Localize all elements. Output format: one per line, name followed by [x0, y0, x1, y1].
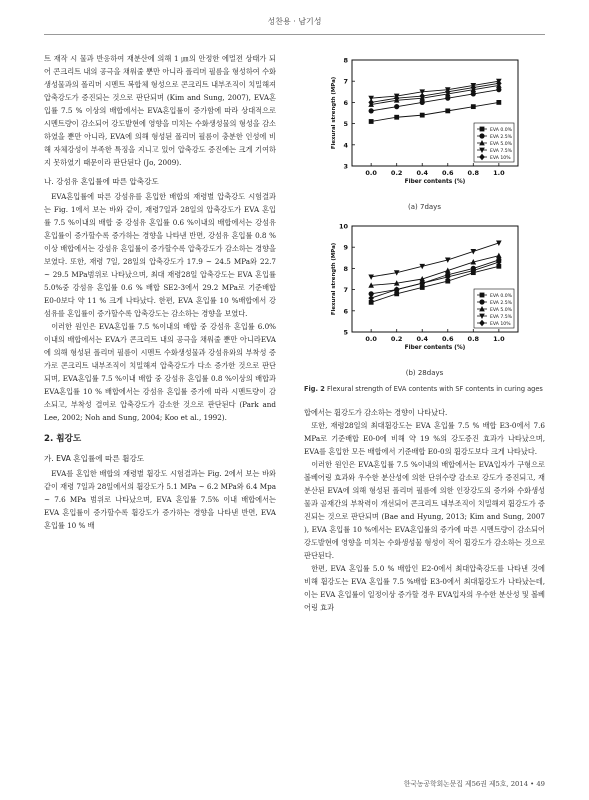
body-paragraph: 또한, 재령28일의 최대휨강도는 EVA 혼입률 7.5 % 배합 E3-0에서 7.6 MPa로 기준배합 E0-0에 비해 약 19 %의 강도증진 효과가 나타났으며, EVA를 혼입한 모든 배합에서 기준배합 E0-0의 휨강도보다 크게 나타났다. [304, 421, 545, 456]
x-tick-label: 1.0 [493, 335, 505, 343]
data-point [368, 274, 374, 279]
subfigure-caption-a: (a) 7days [408, 203, 441, 211]
data-point [496, 87, 501, 92]
legend-label: EVA 10% [490, 156, 511, 161]
data-point [369, 119, 374, 124]
y-tick-label: 8 [343, 264, 348, 273]
legend-label: EVA 5.0% [490, 142, 513, 147]
body-paragraph: 한편, EVA 혼입률 5.0 % 배합인 E2-0에서 최대압축강도를 나타낸 것에 비해 휨강도는 EVA 혼입률 7.5 %배합 E3-0에서 최대휨강도가 나타났는데, 이는 EVA 혼입률이 일정이상 증가할 경우 EVA입자의 우수한 분산성 및 볼베어링 효과 [304, 564, 545, 612]
left-column [44, 52, 276, 532]
legend-label: EVA 5.0% [490, 308, 513, 313]
legend-label: EVA 2.5% [490, 135, 513, 140]
series [369, 100, 501, 124]
legend-marker [480, 127, 485, 132]
body-paragraph: 합에서는 휨강도가 감소하는 경향이 나타났다. [304, 408, 448, 417]
x-tick-label: 0.6 [442, 169, 454, 177]
x-tick-label: 0.4 [416, 169, 428, 177]
y-tick-label: 7 [343, 77, 348, 86]
y-tick-label: 5 [343, 120, 348, 129]
legend-label: EVA 2.5% [490, 301, 513, 306]
data-point [369, 108, 374, 113]
legend-marker [480, 293, 485, 298]
series-line [371, 90, 499, 111]
y-tick-label: 4 [343, 141, 348, 150]
y-tick-label: 9 [343, 243, 348, 252]
subsection-heading: 나. 강섬유 혼입률에 따른 압축강도 [44, 177, 159, 186]
figure-caption [304, 384, 545, 394]
y-tick-label: 3 [343, 162, 348, 171]
y-tick-label: 10 [338, 222, 348, 231]
x-tick-label: 0.0 [365, 335, 377, 343]
legend-label: EVA 7.5% [490, 149, 513, 154]
y-axis-label: Flexural strength (MPa) [331, 242, 337, 316]
x-tick-label: 0.0 [365, 169, 377, 177]
data-point [471, 91, 476, 96]
data-point [420, 100, 425, 105]
data-point [394, 115, 399, 120]
page-footer: 한국농공학회논문집 제56권 제5호, 2014 • 49 [403, 780, 545, 788]
data-point [496, 253, 502, 258]
legend-marker [479, 299, 484, 304]
y-tick-label: 6 [343, 98, 348, 107]
flexural-chart-7days [304, 52, 545, 200]
series-line [371, 85, 499, 104]
figure-caption-text: Flexural strength of EVA contents with SF contents in curing ages [326, 385, 543, 393]
body-paragraph: EVA혼입률에 따른 강섬유를 혼입한 배합의 재령별 압축강도 시험결과는 Fig. 1에서 보는 바와 같이, 재령7일과 28일의 압축강도가 EVA 혼입률 7.5 %이내의 배합 중 강섬유 혼입률 0.6 %이내의 배합에서는 강섬유 혼입률이 증가할수록 증가하는 경향을 나타낸 반면, 강섬유 혼입률 0.8 %이상 배합에서는 강섬유 혼입률이 증가할수록 압축강도가 감소하는 경향을 보였다. 또한, 재령 7일, 28일의 압축강도가 17.9 ~ 24.5 MPa와 22.7 ~ 29.5 MPa범위로 나타났으며, 최대 재령28일 압축강도는 EVA 혼입률 5.0%중 강섬유 혼입률 0.6 % 배합 SE2-3에서 29.2 MPa로 기준배합 E0-0보다 약 11 % 크게 나타났다. 한편, EVA 혼입률 10 %배합에서 강섬유를 혼입률이 증가할수록 압축강도는 감소하는 경향을 보였다. [44, 192, 276, 318]
legend-label: EVA 7.5% [490, 315, 513, 320]
x-axis-label: Fiber contents (%) [404, 345, 466, 351]
flexural-chart-28days [304, 218, 545, 366]
x-tick-label: 0.2 [390, 169, 403, 177]
data-point [496, 100, 501, 105]
subfigure-caption-b: (b) 28days [405, 369, 444, 377]
y-tick-label: 5 [343, 328, 348, 337]
body-paragraph: EVA를 혼입한 배합의 재령별 휨강도 시험결과는 Fig. 2에서 보는 바와 같이 재령 7일과 28일에서의 휨강도가 5.1 MPa ~ 6.2 MPa와 6.4 Mpa ~ 7.6 MPa 범위로 나타났으며, EVA 혼입률 7.5% 이내 배합에서는 EVA 혼입률이 증가할수록 휨강도가 증가하는 경향을 나타낸 반면, EVA 혼입률 10 % 배 [44, 469, 276, 530]
y-axis-label: Flexural strength (MPa) [331, 76, 337, 150]
data-point [445, 108, 450, 113]
legend-label: EVA 0.0% [490, 128, 513, 133]
legend-marker [479, 133, 484, 138]
right-column [304, 52, 545, 614]
section-heading: 2. 휨강도 [44, 434, 82, 444]
x-tick-label: 0.6 [442, 335, 454, 343]
series-line [371, 102, 499, 121]
body-paragraph: 트 재작 시 물과 반응하여 재분산에 의해 1 ㎛의 안정한 에멀젼 상태가 되어 콘크리트 내의 공극을 채워줄 뿐만 아니라 폴리머 필름을 형성하여 수화생성물과의 폴리머 시멘트 복합체 형성으로 콘크리트 내부조직이 치밀해져 압축강도가 증진되는 것으로 판단되며 (Kim and Sung, 2007), EVA혼입률 7.5 % 이상의 배합에서는 EVA혼입률이 증가함에 따라 상대적으로 시멘트량이 감소되어 강도발현에 영향을 미치는 수화생성물의 형성을 감소하였을 뿐만 아니라, EVA에 의해 형성된 폴리머 필름이 충분한 인성에 비해 자체강성이 부족한 특징을 지니고 있어 압축강도 증진에는 크게 기여하지 못하였기 때문이라 판단된다 (Jo, 2009). [44, 54, 276, 167]
data-point [445, 96, 450, 101]
series-line [371, 256, 499, 286]
series-line [371, 243, 499, 277]
y-tick-label: 7 [343, 286, 348, 295]
data-point [420, 113, 425, 118]
subsection-heading: 가. EVA 혼입률에 따른 휨강도 [44, 454, 145, 463]
body-paragraph: 이러한 원인은 EVA혼입률 7.5 %이내의 배합에서는 EVA입자가 구형으로 볼베어링 효과와 우수한 분산성에 의한 단위수량 감소로 강도가 증진되고, 재분산된 EVA에 의해 형성된 폴리머 필름에 의한 인장강도의 증가와 수화생성물과 골재간의 부착력이 개선되어 콘크리트 내부조직이 치밀해져 휨강도가 증진되는 것으로 판단되며 (Bae and Hyung, 2013; Kim and Sung, 2007 ), EVA 혼입률 10 %에서는 EVA혼입률의 증가에 따른 시멘트량이 감소되어 강도발현에 영향을 미치는 수화생성물 형성이 적어 휨강도가 감소하는 것으로 판단된다. [304, 460, 545, 560]
series [368, 79, 501, 101]
header-rule [44, 34, 545, 35]
x-tick-label: 0.2 [390, 335, 403, 343]
legend-label: EVA 10% [490, 322, 511, 327]
legend-label: EVA 0.0% [490, 294, 513, 299]
data-point [394, 104, 399, 109]
running-header: 성찬용 · 남기성 [267, 17, 322, 26]
data-point [471, 104, 476, 109]
x-tick-label: 0.4 [416, 335, 428, 343]
body-paragraph: 이러한 원인은 EVA혼입률 7.5 %이내의 배합 중 강섬유 혼입률 6.0%이내의 배합에서는 EVA가 콘크리트 내의 공극을 채워줄 뿐만 아니라EVA에 의해 형성된 폴리머 필름이 시멘트 수화생성물과 강섬유와의 부착성 증가로 콘크리트 내부조직이 치밀해져 압축강도가 다소 증가한 것으로 판단되며, EVA혼입률 7.5 %이내 배합 중 강섬유 혼입률 0.8 %이상의 배합과 EVA혼입률 10 % 배합에서는 강섬유 혼입률 증가에 따라 시멘트량이 감소되고, 부착성 결여로 압축강도가 감소한 것으로 판단된다 (Park and Lee, 2002; Noh and Sung, 2004; Koo et al., 1992). [44, 322, 276, 422]
figure-label: Fig. 2 [304, 385, 325, 393]
y-tick-label: 6 [343, 307, 348, 316]
x-axis-label: Fiber contents (%) [404, 179, 466, 185]
x-tick-label: 1.0 [493, 169, 505, 177]
x-tick-label: 0.8 [467, 169, 480, 177]
y-tick-label: 8 [343, 56, 348, 65]
x-tick-label: 0.8 [467, 335, 480, 343]
